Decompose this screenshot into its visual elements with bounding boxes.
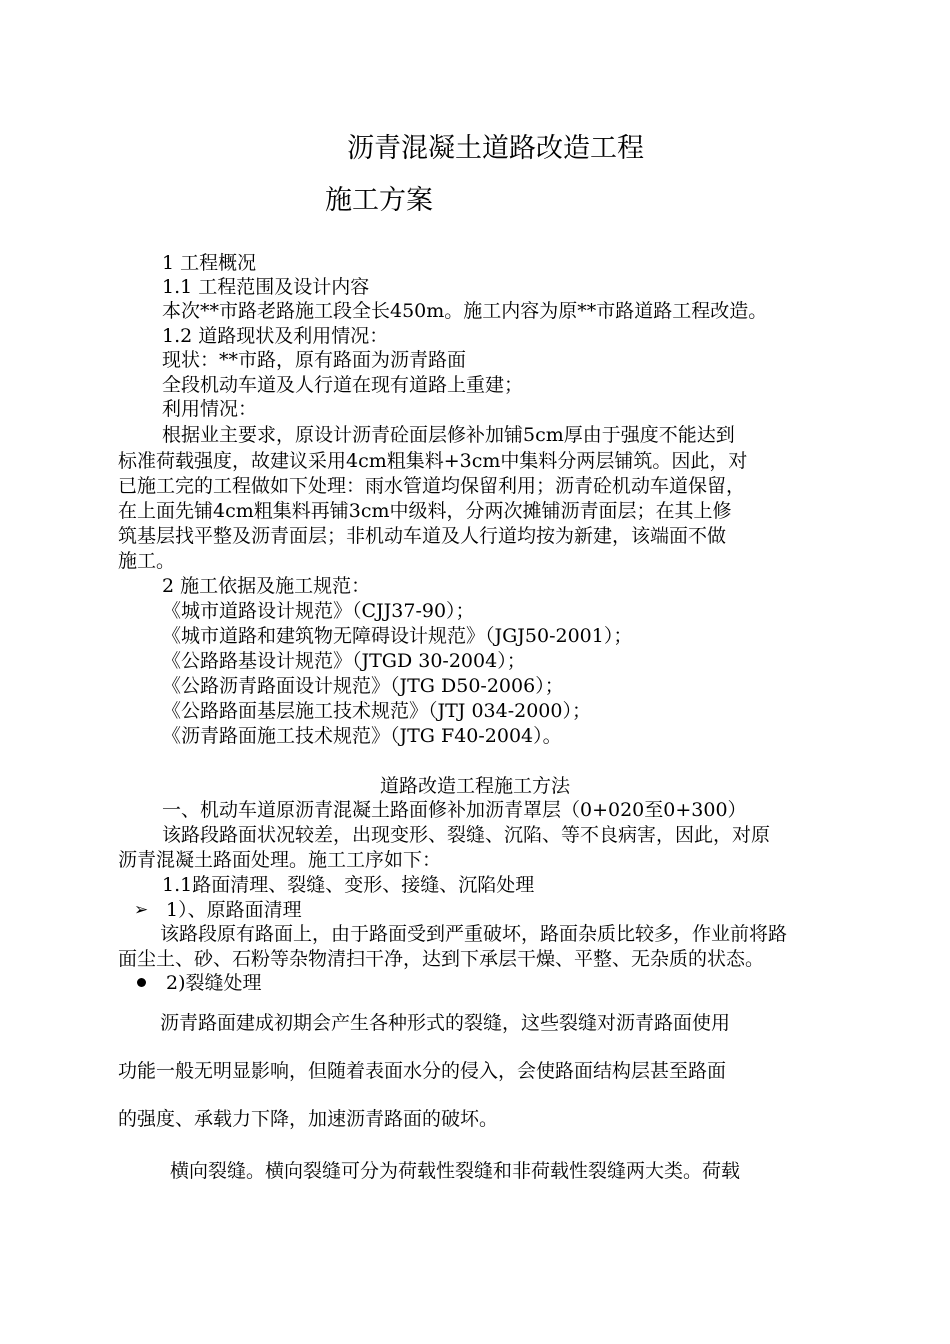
dot-bullet-icon (137, 978, 146, 987)
body-line: 沥青混凝土路面处理。施工工序如下： (118, 849, 442, 871)
body-line: 根据业主要求，原设计沥青砼面层修补加铺5cm厚由于强度不能达到 (162, 424, 735, 446)
heading-1-2: 1.2 道路现状及利用情况： (162, 325, 389, 347)
reference-item: 《公路路面基层施工技术规范》（JTJ 034-2000）； (162, 700, 591, 722)
body-line: 施工。 (118, 550, 176, 572)
reference-item: 《城市道路设计规范》（CJJ37-90）； (162, 600, 475, 622)
body-line: 现状：**市路，原有路面为沥青路面 (162, 349, 467, 371)
body-line: 本次**市路老路施工段全长450m。施工内容为原**市路道路工程改造。 (162, 300, 768, 322)
body-line: 该路段原有路面上，由于路面受到严重破坏，路面杂质比较多，作业前将路 (160, 923, 788, 945)
body-line: 沥青路面建成初期会产生各种形式的裂缝，这些裂缝对沥青路面使用 (160, 1012, 731, 1034)
document-title: 沥青混凝土道路改造工程 (347, 133, 644, 164)
body-line: 面尘土、砂、石粉等杂物清扫干净，达到下承层干燥、平整、无杂质的状态。 (118, 948, 765, 970)
subsection-heading: 一、机动车道原沥青混凝土路面修补加沥青罩层（0+020至0+300） (162, 799, 747, 821)
reference-item: 《公路沥青路面设计规范》（JTG D50-2006）； (162, 675, 564, 697)
body-line: 在上面先铺4cm粗集料再铺3cm中级料，分两次摊铺沥青面层；在其上修 (118, 500, 732, 522)
reference-item: 《沥青路面施工技术规范》（JTG F40-2004）。 (162, 725, 562, 747)
heading-1: 1 工程概况 (162, 252, 257, 274)
arrow-bullet-icon: ➢ (134, 900, 149, 920)
body-line: 功能一般无明显影响，但随着表面水分的侵入，会使路面结构层甚至路面 (118, 1060, 727, 1082)
subsection-heading: 1.1路面清理、裂缝、变形、接缝、沉陷处理 (162, 874, 535, 896)
section-heading: 道路改造工程施工方法 (379, 775, 570, 797)
document-subtitle: 施工方案 (325, 185, 433, 216)
body-line: 筑基层找平整及沥青面层；非机动车道及人行道均按为新建，该端面不做 (118, 525, 727, 547)
body-line: 已施工完的工程做如下处理：雨水管道均保留利用；沥青砼机动车道保留， (118, 475, 746, 497)
body-line: 该路段路面状况较差，出现变形、裂缝、沉陷、等不良病害，因此，对原 (162, 824, 771, 846)
heading-2: 2 施工依据及施工规范： (162, 575, 371, 597)
bullet-item-label: 1）、原路面清理 (166, 899, 302, 921)
body-line: 横向裂缝。横向裂缝可分为荷载性裂缝和非荷载性裂缝两大类。荷载 (170, 1160, 741, 1182)
body-line: 利用情况： (162, 398, 258, 420)
bullet-item-label: 2)裂缝处理 (166, 972, 262, 994)
reference-item: 《城市道路和建筑物无障碍设计规范》（JGJ50-2001）； (162, 625, 633, 647)
body-line: 的强度、承载力下降，加速沥青路面的破坏。 (118, 1108, 499, 1130)
body-line: 标准荷载强度，故建议采用4cm粗集料+3cm中集料分两层铺筑。因此，对 (118, 450, 748, 472)
heading-1-1: 1.1 工程范围及设计内容 (162, 276, 370, 298)
reference-item: 《公路路基设计规范》（JTGD 30-2004）； (162, 650, 526, 672)
body-line: 全段机动车道及人行道在现有道路上重建； (162, 374, 524, 396)
